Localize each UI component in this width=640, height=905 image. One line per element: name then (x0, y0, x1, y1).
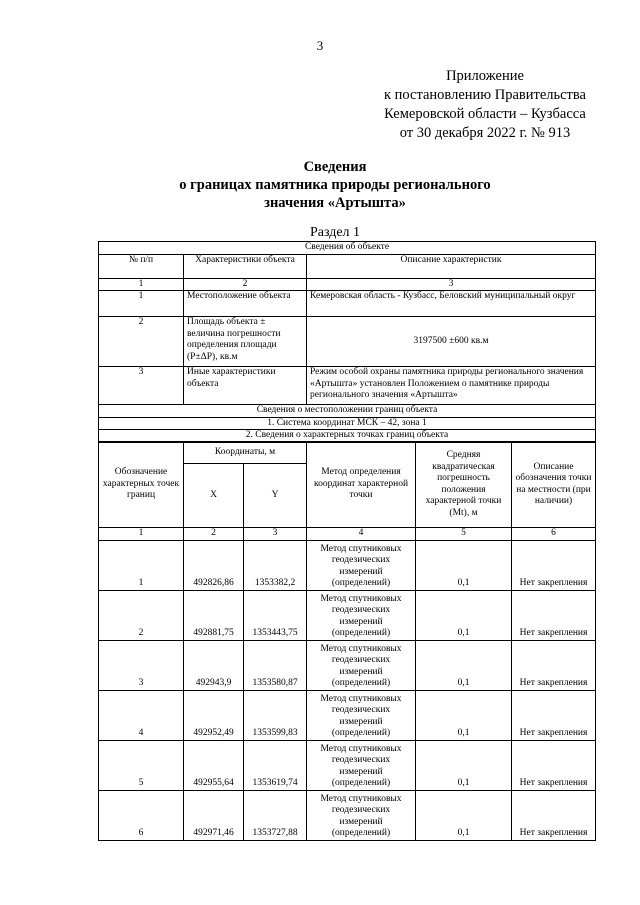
point-y: 1353443,75 (244, 590, 307, 640)
point-x: 492952,49 (184, 690, 244, 740)
table-row (99, 790, 596, 840)
page-number: 3 (316, 38, 324, 53)
appendix-line: Приложение (446, 68, 524, 84)
point-accuracy: 0,1 (416, 590, 512, 640)
column-header: Координаты, м (184, 442, 307, 464)
row-name: Местоположение объекта (184, 291, 307, 317)
location-header: Сведения о местоположении границ объекта (99, 405, 596, 418)
table-row (99, 291, 596, 317)
column-number: 6 (512, 528, 596, 541)
column-number: 4 (307, 528, 416, 541)
appendix-line: Кемеровской области – Кузбасса (384, 106, 586, 122)
column-header: X (184, 464, 244, 528)
column-header: Метод определения координат характерной точки (307, 442, 416, 528)
point-method: Метод спутниковых геодезических измерений (определений) (307, 690, 416, 740)
table-row (99, 367, 596, 405)
title-line: о границах памятника природы регионального (179, 177, 491, 193)
column-header: Описание обозначения точки на местности (при наличии) (512, 442, 596, 528)
point-description: Нет закрепления (512, 690, 596, 740)
column-header: № п/п (99, 254, 184, 278)
column-number: 1 (99, 278, 184, 291)
table-row (99, 740, 596, 790)
point-y: 1353599,83 (244, 690, 307, 740)
section-heading: Раздел 1 (309, 225, 361, 240)
points-table (98, 441, 596, 841)
point-designation: 1 (99, 540, 184, 590)
row-description: Режим особой охраны памятника природы регионального значения «Артышта» установлен Положением о памятнике природы регионального значения «Артышта» (307, 367, 596, 405)
document-title (100, 158, 570, 212)
row-number: 1 (99, 291, 184, 317)
point-designation: 4 (99, 690, 184, 740)
row-description: 3197500 ±600 кв.м (307, 317, 596, 367)
point-method: Метод спутниковых геодезических измерений (определений) (307, 590, 416, 640)
table-header: Сведения об объекте (99, 242, 596, 255)
point-description: Нет закрепления (512, 590, 596, 640)
column-number: 2 (184, 528, 244, 541)
column-number: 5 (416, 528, 512, 541)
point-method: Метод спутниковых геодезических измерений (определений) (307, 540, 416, 590)
point-accuracy: 0,1 (416, 740, 512, 790)
column-header: Обозначение характерных точек границ (99, 442, 184, 528)
row-name: Площадь объекта ± величина погрешности определения площади (P±ΔP), кв.м (184, 317, 307, 367)
point-x: 492971,46 (184, 790, 244, 840)
table-row (99, 317, 596, 367)
row-description: Кемеровская область - Кузбасс, Беловский муниципальный округ (307, 291, 596, 317)
column-header: Описание характеристик (307, 254, 596, 278)
point-accuracy: 0,1 (416, 640, 512, 690)
title-line: значения «Артышта» (264, 195, 406, 211)
appendix-line: от 30 декабря 2022 г. № 913 (399, 125, 571, 141)
point-description: Нет закрепления (512, 790, 596, 840)
point-y: 1353619,74 (244, 740, 307, 790)
point-x: 492881,75 (184, 590, 244, 640)
point-accuracy: 0,1 (416, 690, 512, 740)
row-number: 2 (99, 317, 184, 367)
title-line: Сведения (303, 159, 367, 175)
column-number: 2 (184, 278, 307, 291)
point-designation: 2 (99, 590, 184, 640)
point-x: 492826,86 (184, 540, 244, 590)
point-method: Метод спутниковых геодезических измерений (определений) (307, 640, 416, 690)
point-y: 1353580,87 (244, 640, 307, 690)
row-number: 3 (99, 367, 184, 405)
point-accuracy: 0,1 (416, 790, 512, 840)
points-header: 2. Сведения о характерных точках границ объекта (99, 430, 596, 443)
point-description: Нет закрепления (512, 540, 596, 590)
column-number: 1 (99, 528, 184, 541)
column-number: 3 (307, 278, 596, 291)
point-designation: 6 (99, 790, 184, 840)
point-y: 1353727,88 (244, 790, 307, 840)
row-name: Иные характеристики объекта (184, 367, 307, 405)
point-description: Нет закрепления (512, 740, 596, 790)
column-header: Средняя квадратическая погрешность положения характерной точки (Mt), м (416, 442, 512, 528)
table-row (99, 590, 596, 640)
column-header: Характеристики объекта (184, 254, 307, 278)
table-row (99, 690, 596, 740)
point-x: 492955,64 (184, 740, 244, 790)
table-row (99, 540, 596, 590)
coordinate-system: 1. Система координат МСК – 42, зона 1 (99, 417, 596, 430)
point-description: Нет закрепления (512, 640, 596, 690)
appendix-line: к постановлению Правительства (384, 87, 586, 103)
column-number: 3 (244, 528, 307, 541)
point-accuracy: 0,1 (416, 540, 512, 590)
point-designation: 3 (99, 640, 184, 690)
appendix-block (360, 67, 610, 143)
object-info-table (98, 241, 596, 443)
table-row (99, 640, 596, 690)
point-method: Метод спутниковых геодезических измерений (определений) (307, 790, 416, 840)
point-method: Метод спутниковых геодезических измерений (определений) (307, 740, 416, 790)
point-x: 492943,9 (184, 640, 244, 690)
column-header: Y (244, 464, 307, 528)
point-y: 1353382,2 (244, 540, 307, 590)
point-designation: 5 (99, 740, 184, 790)
